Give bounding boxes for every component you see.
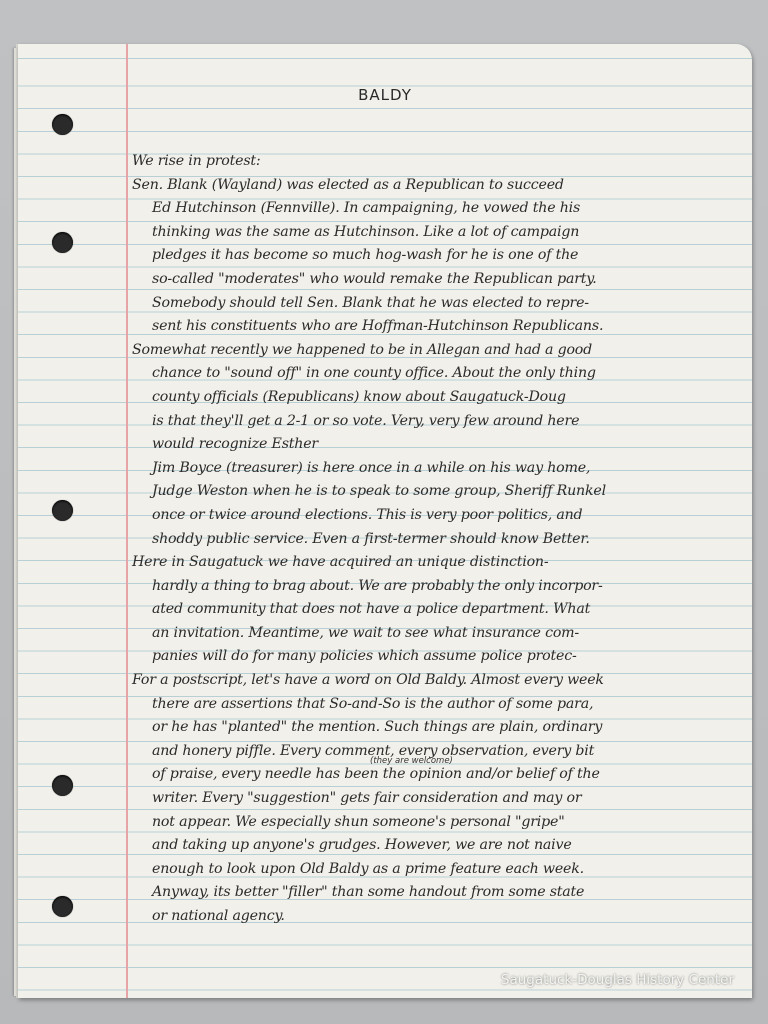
text-line: an invitation. Meantime, we wait to see what insurance com- xyxy=(152,624,580,641)
handwritten-text xyxy=(132,150,740,929)
text-line: would recognize Esther xyxy=(152,436,319,453)
binder-hole xyxy=(52,775,73,796)
watermark-credit: Saugatuck-Douglas History Center xyxy=(500,972,734,988)
text-line: sent his constituents who are Hoffman-Hutchinson Republicans. xyxy=(152,318,604,335)
text-line: writer. Every "suggestion" gets fair consideration and may or xyxy=(152,790,582,807)
text-line: For a postscript, let's have a word on Old Baldy. Almost every week xyxy=(132,672,604,689)
text-line: or national agency. xyxy=(152,908,285,924)
text-line: hardly a thing to brag about. We are probably the only incorpor- xyxy=(152,577,603,594)
text-line: We rise in protest: xyxy=(132,153,261,169)
text-line: Ed Hutchinson (Fennville). In campaigning, he vowed the his xyxy=(152,200,581,217)
text-line: or he has "planted" the mention. Such things are plain, ordinary xyxy=(152,719,603,736)
text-line: of praise, every needle has been the opinion and/or belief of the xyxy=(152,766,600,783)
text-line: pledges it has become so much hog-wash for he is one of the xyxy=(152,247,579,264)
binder-hole xyxy=(52,114,73,135)
text-line: and taking up anyone's grudges. However, we are not naive xyxy=(152,837,572,854)
text-line: thinking was the same as Hutchinson. Like a lot of campaign xyxy=(152,223,580,240)
binder-hole xyxy=(52,500,73,521)
text-line: Anyway, its better "filler" than some handout from some state xyxy=(152,884,585,901)
text-line: panies will do for many policies which assume police protec- xyxy=(152,648,577,665)
text-line: enough to look upon Old Baldy as a prime feature each week. xyxy=(152,860,584,877)
text-line: once or twice around elections. This is very poor politics, and xyxy=(152,506,583,523)
text-line: so-called "moderates" who would remake the Republican party. xyxy=(152,270,597,287)
text-line: ated community that does not have a police department. What xyxy=(152,601,591,618)
page-title: BALDY xyxy=(358,86,412,104)
text-line: Somebody should tell Sen. Blank that he was elected to repre- xyxy=(152,294,589,311)
inserted-note: (they are welcome) xyxy=(370,756,453,766)
margin-line xyxy=(126,44,128,998)
notebook-page xyxy=(18,44,752,998)
text-line: and honery piffle. Every comment, every observation, every bit xyxy=(152,742,595,759)
text-line: Jim Boyce (treasurer) is here once in a while on his way home, xyxy=(152,459,591,476)
text-line: Somewhat recently we happened to be in Allegan and had a good xyxy=(132,341,593,358)
binder-hole xyxy=(52,232,73,253)
text-line: Judge Weston when he is to speak to some group, Sheriff Runkel xyxy=(152,483,606,500)
text-line: chance to "sound off" in one county office. About the only thing xyxy=(152,365,596,382)
text-line: county officials (Republicans) know about Saugatuck-Doug xyxy=(152,388,566,405)
text-line: Sen. Blank (Wayland) was elected as a Republican to succeed xyxy=(132,176,564,193)
text-line: there are assertions that So-and-So is the author of some para, xyxy=(152,695,594,712)
text-line: shoddy public service. Even a first-termer should know Better. xyxy=(152,530,590,547)
text-line: is that they'll get a 2-1 or so vote. Very, very few around here xyxy=(152,412,580,429)
binder-hole xyxy=(52,896,73,917)
text-line: not appear. We especially shun someone's personal "gripe" xyxy=(152,813,565,830)
text-line: Here in Saugatuck we have acquired an unique distinction- xyxy=(132,554,549,571)
